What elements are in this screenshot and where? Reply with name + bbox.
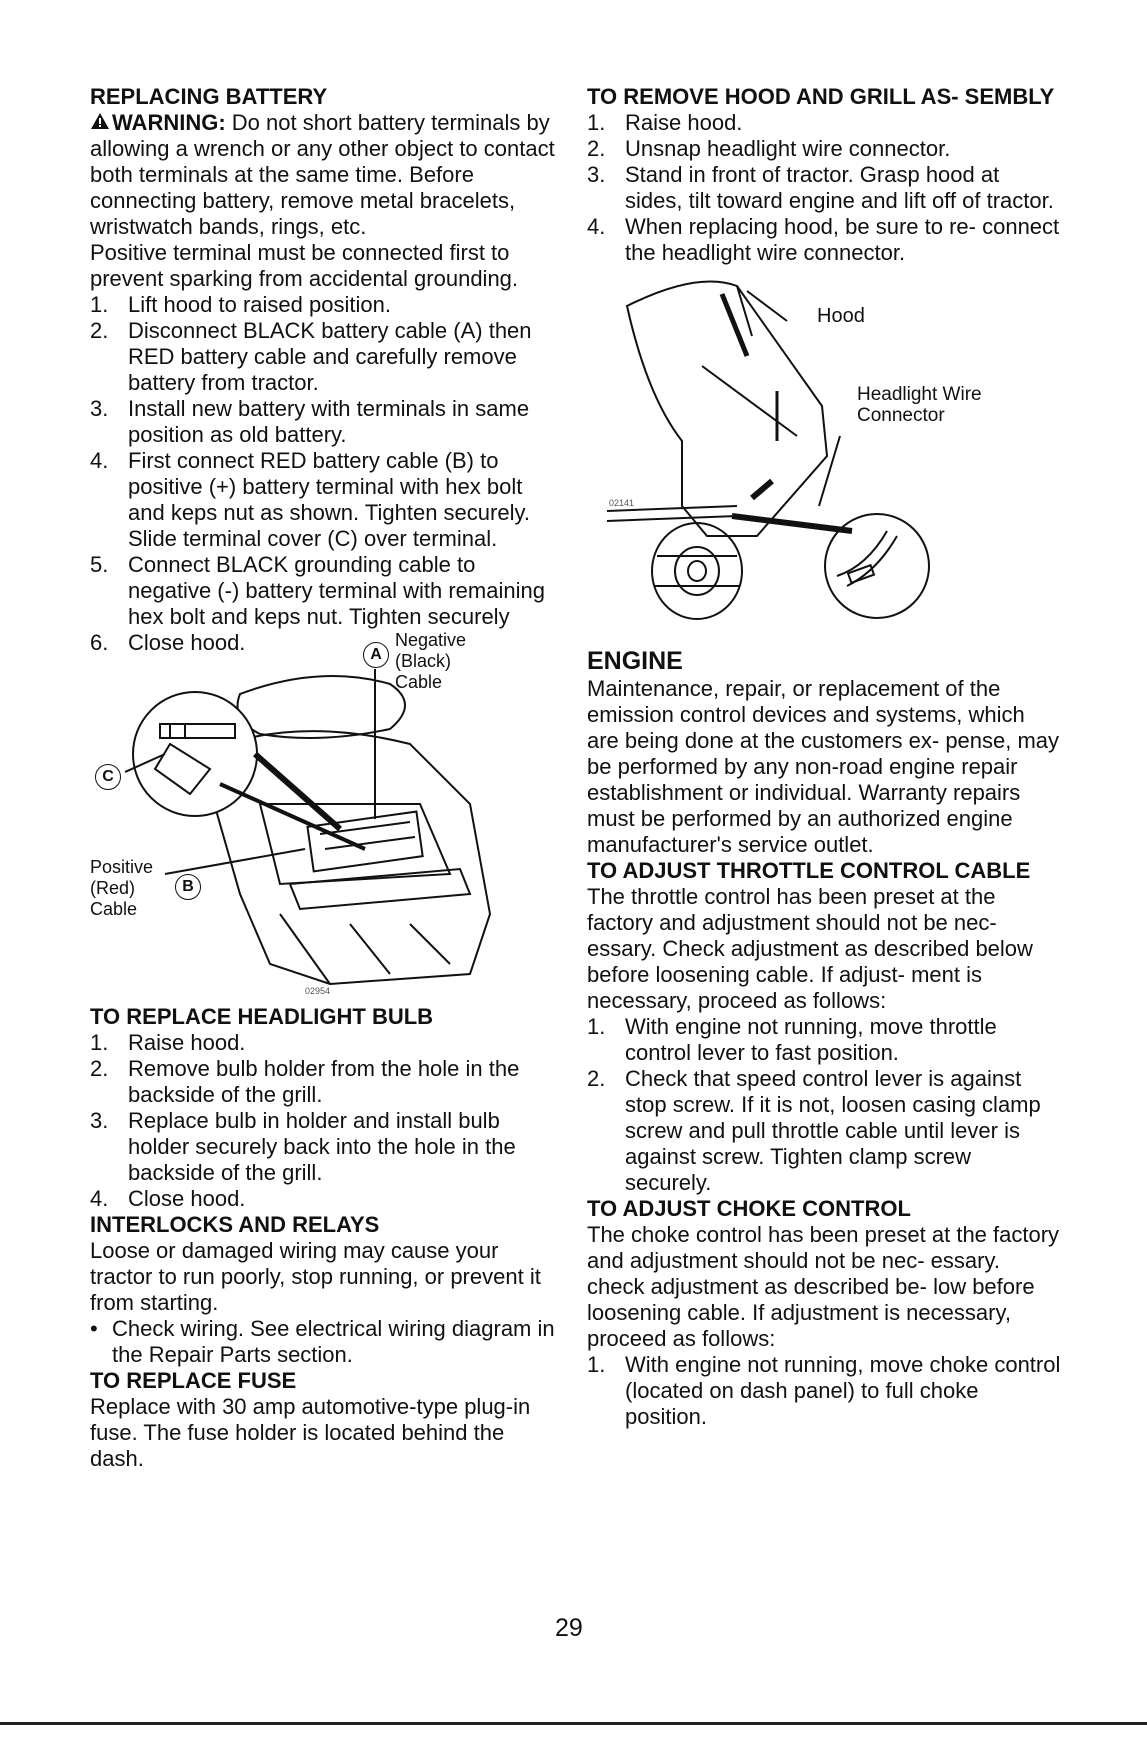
battery-steps (90, 292, 560, 656)
list-item: 6. Close hood. (90, 630, 246, 655)
interlocks-text: Loose or damaged wiring may cause your tractor to run poorly, stop running, or prevent it from starting. (90, 1238, 541, 1315)
throttle-heading: TO ADJUST THROTTLE CONTROL CABLE (587, 858, 1031, 883)
part-number: 02141 (609, 498, 635, 508)
hood-label: Hood (817, 305, 865, 327)
battery-illustration (90, 634, 560, 1004)
interlocks-heading: INTERLOCKS AND RELAYS (90, 1212, 380, 1237)
page-number: 29 (555, 1614, 583, 1642)
part-number: 02954 (305, 986, 331, 996)
list-item: 4. When replacing hood, be sure to re- connect the headlight wire connector. (587, 214, 1060, 265)
list-item: 2. Unsnap headlight wire connector. (587, 136, 951, 161)
throttle-steps (587, 1014, 1062, 1196)
battery-figure (90, 630, 560, 1004)
choke-heading: TO ADJUST CHOKE CONTROL (587, 1196, 911, 1221)
fuse-heading: TO REPLACE FUSE (90, 1368, 297, 1393)
engine-heading: ENGINE (587, 647, 683, 675)
choke-text: The choke control has been preset at the factory and adjustment should not be nec- essary. check adjustment as described be- low before loosening cable. If adjustment is necessary, proceed as follows: (587, 1222, 1060, 1351)
callout-a: A (363, 642, 389, 668)
warning-triangle-icon (90, 110, 112, 136)
hood-steps (587, 110, 1062, 266)
list-item: 3. Install new battery with terminals in same position as old battery. (90, 396, 530, 447)
interlocks-bullets (90, 1316, 560, 1368)
list-item: 2. Disconnect BLACK battery cable (A) then RED battery cable and carefully remove battery from tractor. (90, 318, 532, 395)
bottom-rule (0, 1722, 1147, 1725)
headlight-heading: TO REPLACE HEADLIGHT BULB (90, 1004, 434, 1029)
fuse-text: Replace with 30 amp automotive-type plug-in fuse. The fuse holder is located behind the dash. (90, 1394, 531, 1471)
replacing-battery-heading: REPLACING BATTERY (90, 84, 328, 109)
engine-text: Maintenance, repair, or replacement of the emission control devices and systems, which are being done at the customers ex- pense, may be performed by any non-road engine repair establishment or individual. Warranty repairs must be performed by an authorized engine manufacturer's service outlet. (587, 676, 1060, 857)
warning-text: Do not short battery terminals by allowing a wrench or any other object to contact both terminals at the same time. Before connecting battery, remove metal bracelets, wristwatch bands, rings, etc. (90, 110, 555, 239)
list-item: 3. Replace bulb in holder and install bulb holder securely back into the hole in the backside of the grill. (90, 1108, 516, 1185)
hood-figure (587, 266, 1062, 646)
list-item: 1. With engine not running, move choke control (located on dash panel) to full choke position. (587, 1352, 1061, 1429)
callout-c: C (95, 764, 121, 790)
list-item: 4. Close hood. (90, 1186, 246, 1211)
warning-label: WARNING: (112, 110, 226, 135)
list-item: • Check wiring. See electrical wiring diagram in the Repair Parts section. (90, 1316, 555, 1367)
callout-b: B (175, 874, 201, 900)
list-item: 1. Lift hood to raised position. (90, 292, 391, 317)
list-item: 4. First connect RED battery cable (B) to positive (+) battery terminal with hex bolt and keps nut as shown. Tighten securely. Slide terminal cover (C) over terminal. (90, 448, 530, 551)
warning-paragraph (90, 110, 560, 240)
list-item: 2. Remove bulb holder from the hole in the backside of the grill. (90, 1056, 520, 1107)
list-item: 1. With engine not running, move throttle control lever to fast position. (587, 1014, 997, 1065)
left-column (90, 84, 560, 1472)
throttle-text: The throttle control has been preset at the factory and adjustment should not be nec- essary. Check adjustment as described below before loosening cable. If adjust- ment is necessary, proceed as follows: (587, 884, 1033, 1013)
positive-terminal-note: Positive terminal must be connected first to prevent sparking from accidental grounding. (90, 240, 519, 291)
choke-steps (587, 1352, 1062, 1430)
list-item: 3. Stand in front of tractor. Grasp hood at sides, tilt toward engine and lift off of tractor. (587, 162, 1054, 213)
list-item: 2. Check that speed control lever is against stop screw. If it is not, loosen casing clamp screw and pull throttle cable until lever is against screw. Tighten clamp screw securely. (587, 1066, 1041, 1195)
headlight-connector-label: Headlight Wire Connector (857, 384, 982, 426)
headlight-steps (90, 1030, 560, 1212)
negative-cable-label: Negative (Black) Cable (395, 630, 467, 692)
positive-cable-label: Positive (Red) Cable (90, 857, 154, 919)
list-item: 1. Raise hood. (90, 1030, 246, 1055)
right-column (587, 84, 1062, 1430)
list-item: 5. Connect BLACK grounding cable to negative (-) battery terminal with remaining hex bolt and keps nut. Tighten securely (90, 552, 545, 629)
list-item: 1. Raise hood. (587, 110, 743, 135)
hood-heading: TO REMOVE HOOD AND GRILL AS- SEMBLY (587, 84, 1055, 109)
